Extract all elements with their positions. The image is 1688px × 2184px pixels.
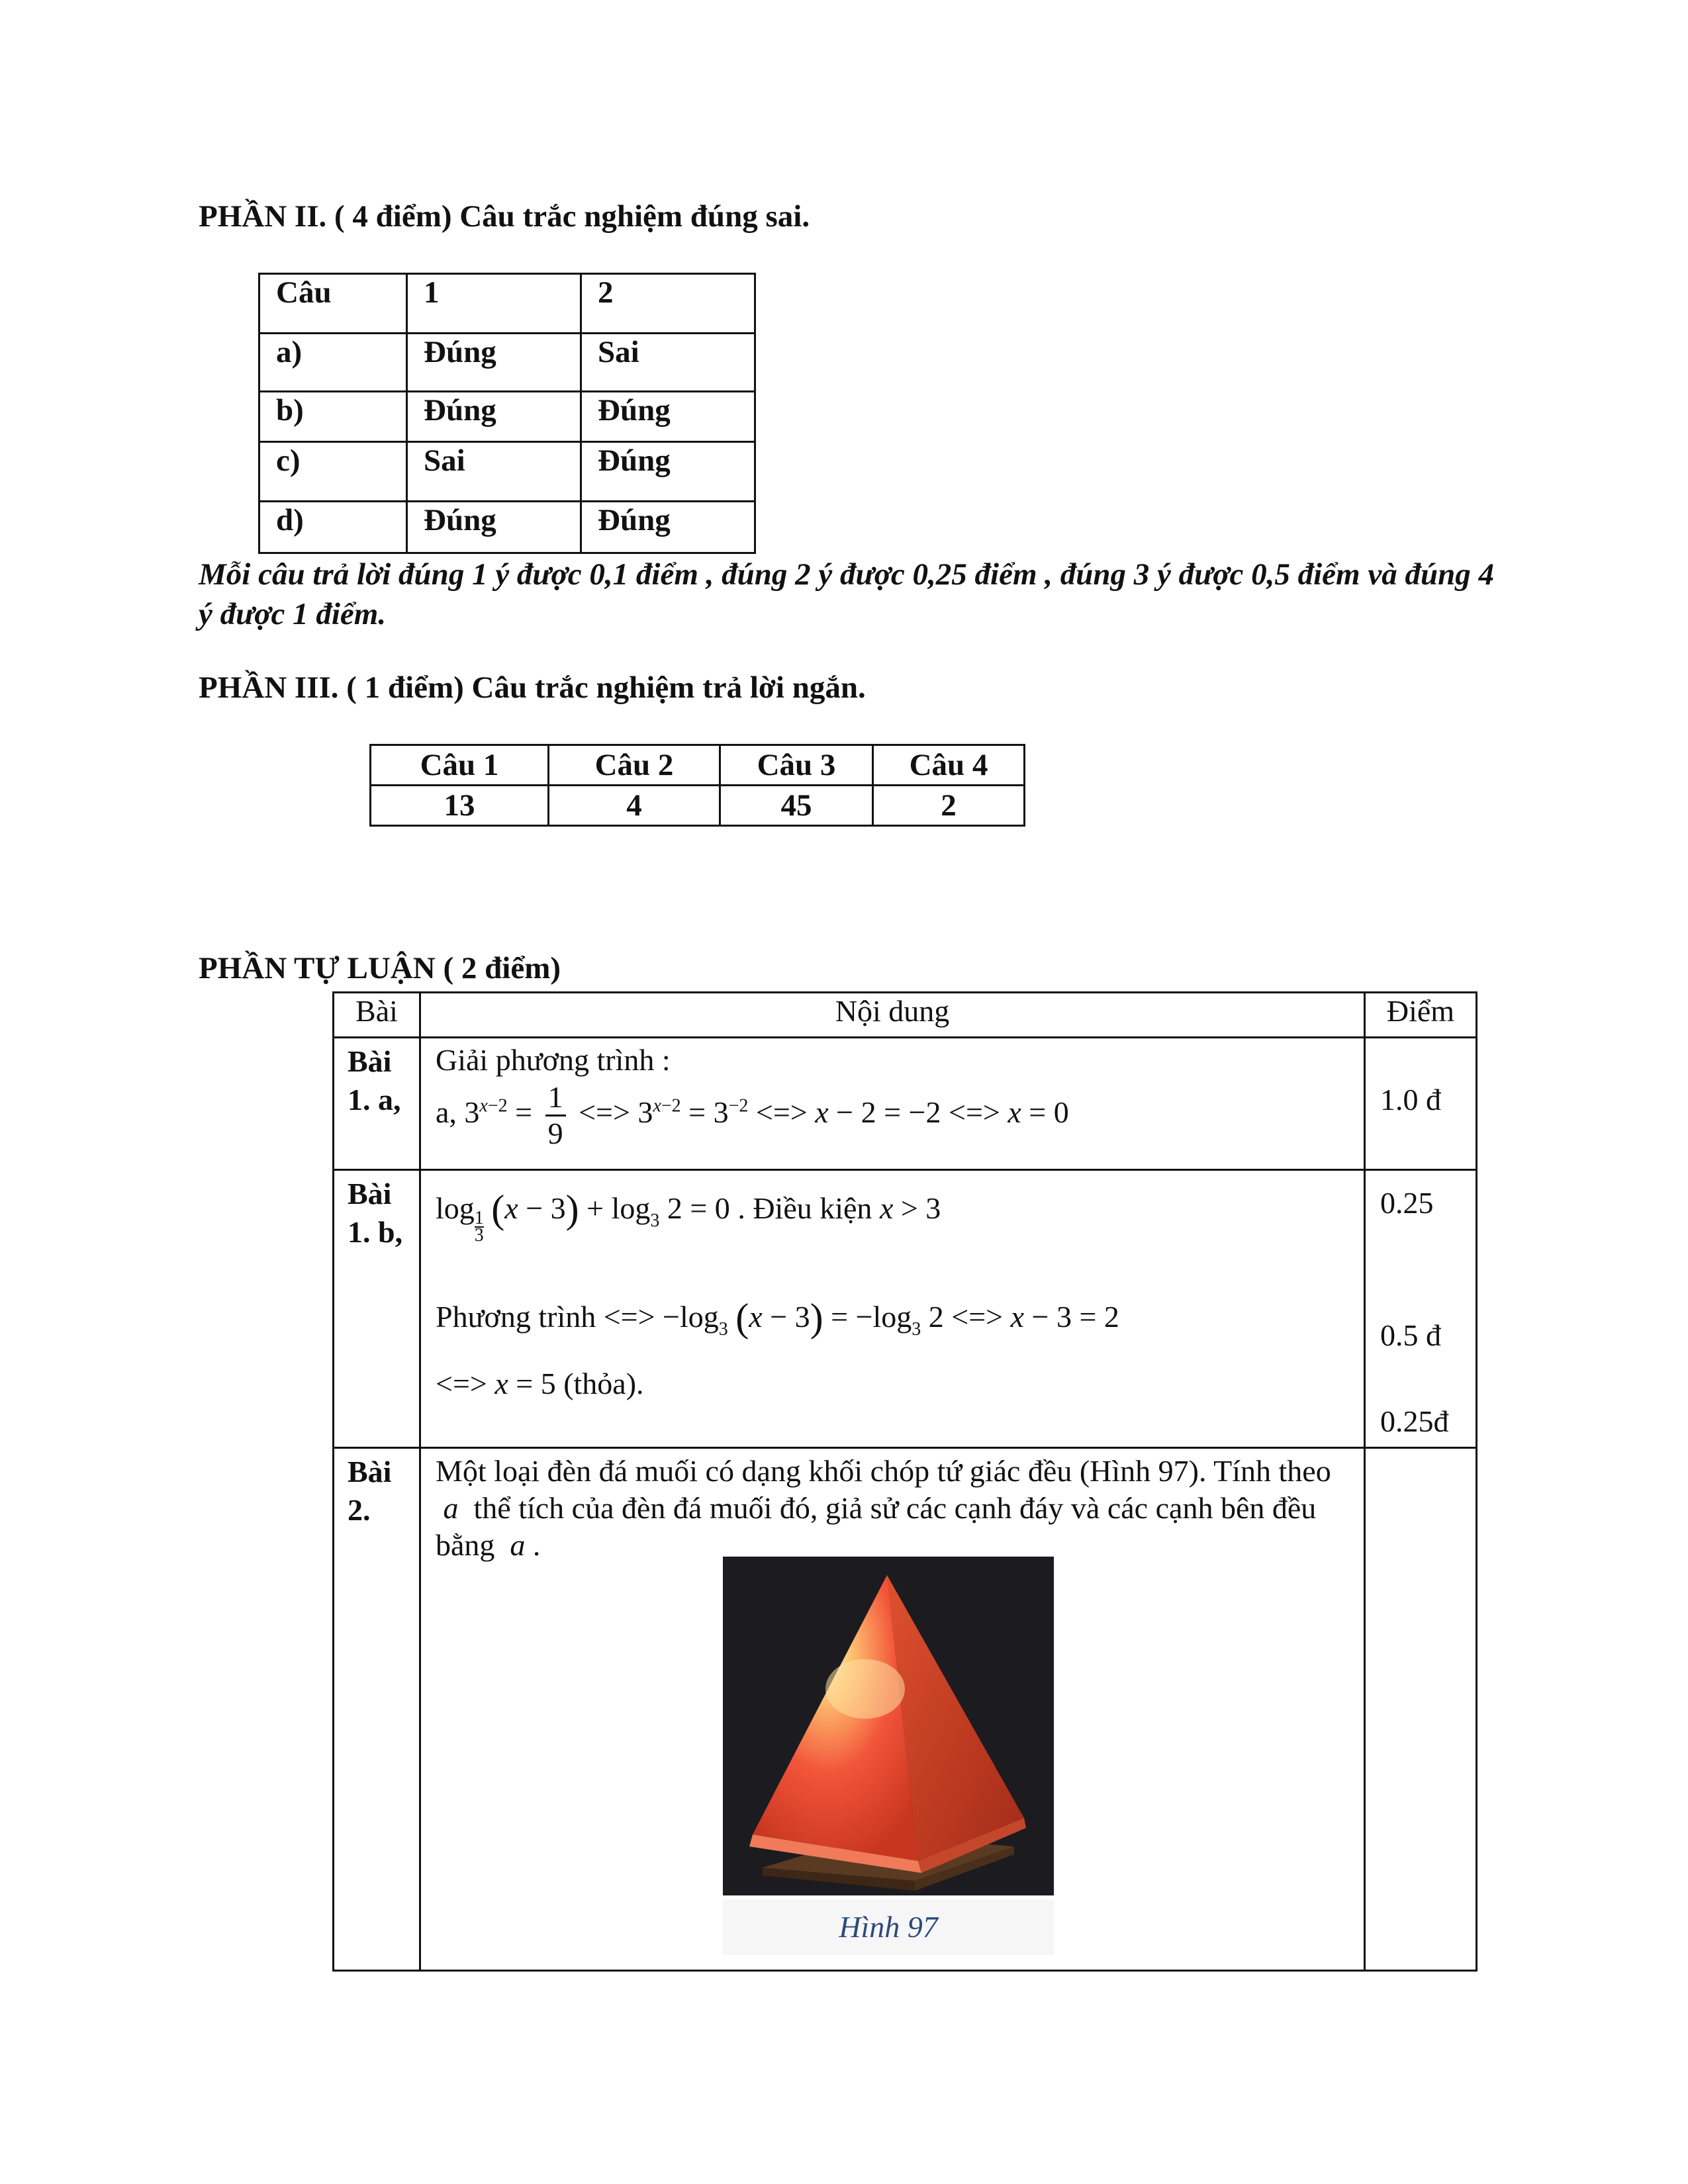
answer-cell: Đúng: [581, 502, 755, 553]
essay-heading: PHẦN TỰ LUẬN ( 2 điểm): [199, 951, 561, 985]
label-bai-2: Bài 2.: [334, 1448, 420, 1971]
label-bai-1a: Bài 1. a,: [334, 1038, 420, 1170]
header-cau-3: Câu 3: [720, 745, 873, 786]
answer-cell: Đúng: [407, 334, 581, 392]
header-cau-1: Câu 1: [371, 745, 549, 786]
answer-cell: Đúng: [581, 392, 755, 442]
answer-cell: Đúng: [407, 392, 581, 442]
answer-3: 45: [720, 786, 873, 826]
content-bai-1b: [420, 1170, 1365, 1448]
answer-cell: Đúng: [407, 502, 581, 553]
content-bai-1a: [420, 1038, 1365, 1170]
result-line: <=> x = 5 (thỏa).: [436, 1367, 644, 1400]
header-cau: Câu: [259, 274, 407, 334]
answer-4: 2: [873, 786, 1025, 826]
score-bai-1a: 1.0 đ: [1365, 1038, 1477, 1170]
equation-1a: a, $3^{x-2}$ = $\frac{1}{9}$ <=> $3^{x-2} = 3^{-2}$ <=> x − 2 = −2 <=> x = 0: [436, 1080, 1069, 1150]
pyramid-lamp-image: [723, 1557, 1054, 1895]
figure-caption: Hình 97: [723, 1899, 1054, 1955]
header-cau-2: Câu 2: [549, 745, 720, 786]
row-label: b): [259, 392, 407, 442]
header-q2: 2: [581, 274, 755, 334]
answer-2: 4: [549, 786, 720, 826]
label-bai-1b: Bài 1. b,: [334, 1170, 420, 1448]
part2-heading: PHẦN II. ( 4 điểm) Câu trắc nghiệm đúng sai.: [199, 199, 810, 234]
row-label: a): [259, 334, 407, 392]
score-bai-1b: 0.25 0.5 đ 0.25đ: [1365, 1170, 1477, 1448]
header-noi-dung: Nội dung: [420, 993, 1365, 1038]
short-answer-table: [369, 744, 1025, 827]
true-false-answer-table: [258, 273, 756, 554]
header-cau-4: Câu 4: [873, 745, 1025, 786]
header-diem: Điểm: [1365, 993, 1477, 1038]
problem-text-3: bằng a .: [436, 1528, 541, 1562]
condition-line: log $\frac{1}{3}$ $(x - 3) + \log_3 2 = 0$ . Điều kiện x > 3: [436, 1187, 941, 1246]
problem-text-2: a thể tích của đèn đá muối đó, giả sử các cạnh đáy và các cạnh bên đều: [443, 1491, 1317, 1525]
answer-cell: Đúng: [581, 442, 755, 502]
step-line: Phương trình <=> $-\log_3$ $(x - 3) = -\log_3$ 2 <=> x − 3 = 2: [436, 1296, 1119, 1340]
part3-heading: PHẦN III. ( 1 điểm) Câu trắc nghiệm trả lời ngắn.: [199, 670, 866, 705]
row-label: d): [259, 502, 407, 553]
scoring-note: Mỗi câu trả lời đúng 1 ý được 0,1 điểm , đúng 2 ý được 0,25 điểm , đúng 3 ý được 0,5 điểm và đúng 4 ý được 1 điểm.: [199, 557, 1494, 631]
problem-text-1: Một loại đèn đá muối có dạng khối chóp tứ giác đều (Hình 97). Tính theo: [436, 1454, 1331, 1488]
answer-cell: Sai: [407, 442, 581, 502]
header-bai: Bài: [334, 993, 420, 1038]
score-bai-2: [1365, 1448, 1477, 1971]
salt-lamp-photo: [723, 1557, 1054, 1895]
equation-intro: Giải phương trình :: [436, 1043, 671, 1077]
header-q1: 1: [407, 274, 581, 334]
answer-cell: Sai: [581, 334, 755, 392]
answer-1: 13: [371, 786, 549, 826]
row-label: c): [259, 442, 407, 502]
